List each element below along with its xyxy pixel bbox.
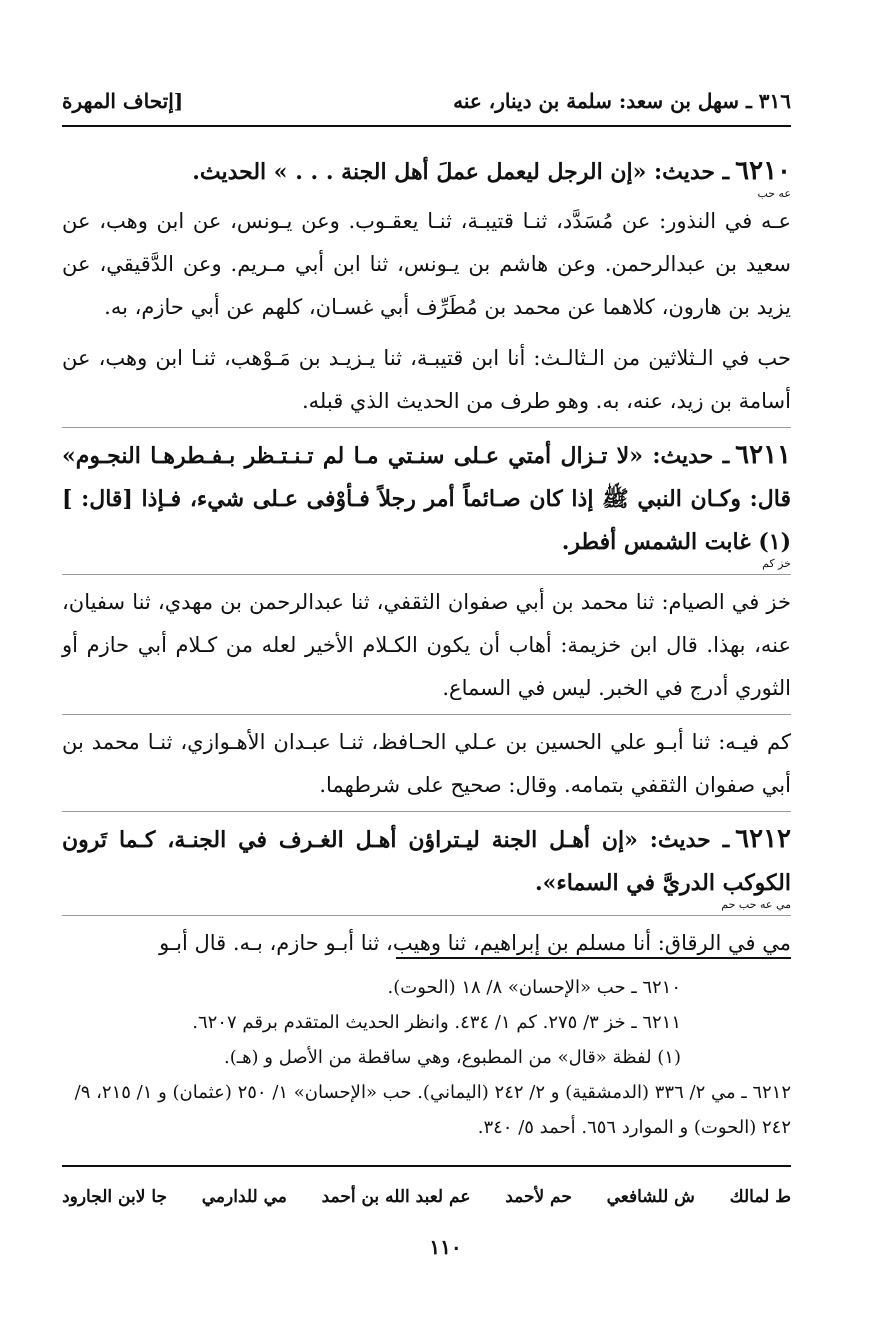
source-sigla: مي عه حب حم <box>721 898 791 911</box>
hadith-heading <box>62 434 791 564</box>
abbreviation: مي للدارمي <box>201 1187 287 1207</box>
page-number: ١١٠ <box>429 1235 462 1259</box>
header-divider <box>62 125 791 127</box>
abbreviations-divider <box>62 1165 791 1167</box>
source-sigla: خز كم <box>762 557 791 570</box>
hadith-text: ـ حديث: «إن أهـل الجنة ليـتراؤن أهـل الغـرف في الجنـة، كـما تَرون الكوكب الدريَّ في السماء». <box>62 827 791 896</box>
header-book-title: [إتحاف المهرة <box>62 89 184 113</box>
entry-separator <box>62 915 791 916</box>
footnote: ٦٢١٢ ـ مي ٢/ ٣٣٦ (الدمشقية) و ٢/ ٢٤٢ (اليماني). حب «الإحسان» ١/ ٢٥٠ (عثمان) و ١/ ٢١٥، ٩/ ٢٤٢ (الحوت) و الموارد ٦٥٦. أحمد ٥/ ٣٤٠. <box>74 1082 791 1138</box>
hadith-number: ٦٢١٠ <box>735 156 791 186</box>
entry-separator <box>62 427 791 428</box>
hadith-number: ٦٢١٢ <box>735 824 791 854</box>
abbreviation: حم لأحمد <box>505 1187 572 1207</box>
footnote: (١) لفظة «قال» من المطبوع، وهي ساقطة من الأصل و (هـ). <box>224 1047 681 1068</box>
paragraph: خز في الصيام: ثنا محمد بن أبي صفوان الثقفي، ثنا عبدالرحمن بن مهدي، ثنا سفيان، عنه، بهذا. قال ابن خزيمة: أهاب أن يكون الكـلام الأخير لعله من كـلام أبي حازم أو الثوري أدرج في الخبر. ليس في السماع. <box>62 590 791 700</box>
abbreviation: ط لمالك <box>729 1187 791 1207</box>
main-text <box>62 150 791 965</box>
entry-separator <box>62 574 791 575</box>
header-title: ٣١٦ ـ سهل بن سعد: سلمة بن دينار، عنه <box>453 89 791 113</box>
source-sigla: عه حب <box>757 187 791 200</box>
abbreviation: ش للشافعي <box>606 1187 695 1207</box>
running-header <box>62 73 791 113</box>
footnotes <box>62 970 791 1145</box>
abbreviations-key <box>62 1180 791 1214</box>
abbreviation: جا لابن الجارود <box>62 1187 168 1207</box>
paragraph: حب في الـثلاثين من الـثالـث: أنا ابن قتيبـة، ثنا يـزيـد بن مَـوْهب، ثنـا ابن وهب، عن أسامة بن زيد، عنه، به. وهو طرف من الحديث الذي قبله. <box>62 346 791 413</box>
entry-separator <box>62 811 791 812</box>
paragraph: مي في الرقاق: أنا مسلم بن إبراهيم، ثنا وهيب، ثنا أبـو حازم، بـه. قال أبـو <box>159 931 791 955</box>
abbreviation: عم لعبد الله بن أحمد <box>321 1187 471 1207</box>
paragraph: كم فيـه: ثنا أبـو علي الحسين بن عـلي الحـافظ، ثنـا عبـدان الأهـوازي، ثنـا محمد بن أبي صفوان الثقفي بتمامه. وقال: صحيح على شرطهما. <box>62 730 791 797</box>
paragraph-gap <box>62 329 791 337</box>
hadith-text: ـ حديث: «لا تـزال أمتي عـلى سنـتي مـا لم تـنـتـظر بـفـطرهـا النجـوم» قال: وكـان النبي ﷺ إذا كان صـائماً أمر رجلاً فـأوْفى عـلى شيء، فـإذا [قال: ](١) غابت الشمس أفطر. <box>62 443 791 555</box>
paragraph: عـه في النذور: عن مُسَدَّد، ثنـا قتيبـة، ثنـا يعقـوب. وعن يـونس، عن ابن وهب، عن سعيد بن عبدالرحمن. وعن هاشم بن يـونس، ثنا ابن أبي مـريم. وعن الدَّقيقي، عن يزيد بن هارون، كلاهما عن محمد بن مُطَرِّف أبي غسـان، كلهم عن أبي حازم، به. <box>62 209 791 319</box>
entry-separator <box>62 714 791 715</box>
footnote: ٦٢١١ ـ خز ٣/ ٢٧٥. كم ١/ ٤٣٤. وانظر الحديث المتقدم برقم ٦٢٠٧. <box>192 1012 681 1033</box>
hadith-text: ـ حديث: «إن الرجل ليعمل عملَ أهل الجنة . . . » الحديث. <box>192 159 730 185</box>
hadith-number: ٦٢١١ <box>735 440 791 470</box>
footnote: ٦٢١٠ ـ حب «الإحسان» ٨/ ١٨ (الحوت). <box>387 977 681 998</box>
hadith-heading <box>62 818 791 905</box>
footnote-divider <box>396 957 791 959</box>
